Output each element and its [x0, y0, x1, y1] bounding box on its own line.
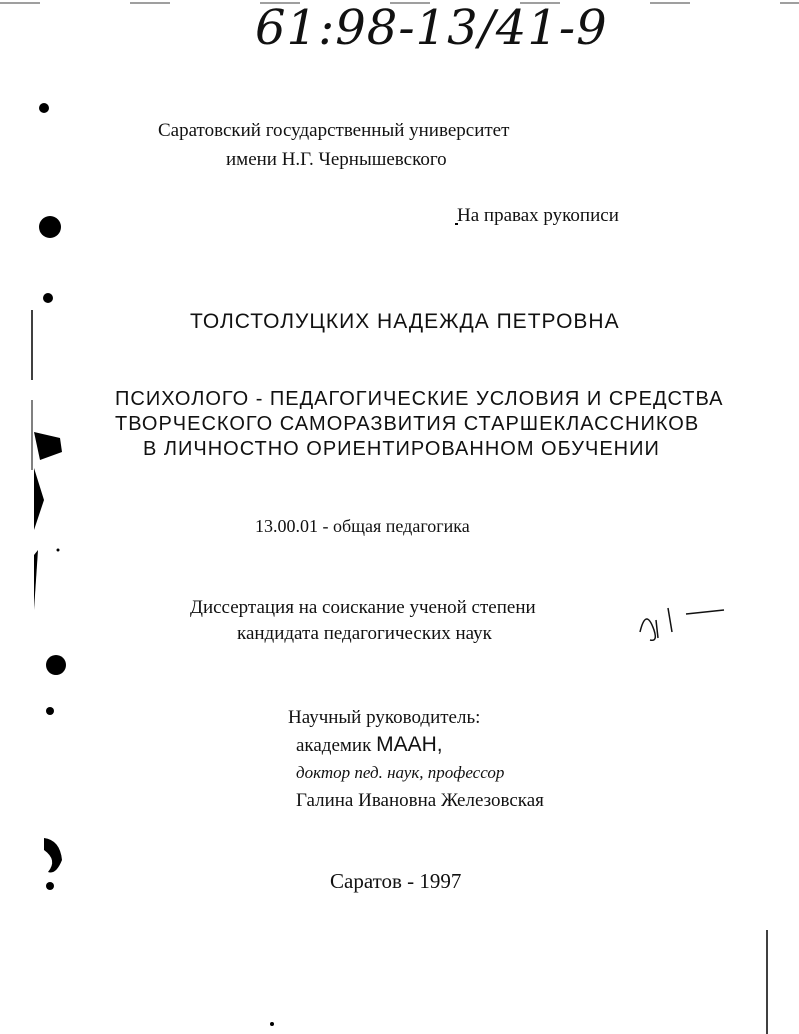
- dissertation-degree-line-1: Диссертация на соискание ученой степени: [190, 597, 536, 618]
- university-name: Саратовский государственный университет: [158, 120, 510, 141]
- binder-edge-mark: [34, 468, 44, 530]
- binder-hole-mark: [43, 293, 53, 303]
- speck-mark: [57, 549, 60, 552]
- binder-hole-mark: [39, 103, 49, 113]
- binder-hole-mark: [39, 216, 61, 238]
- binder-hole-mark: [46, 882, 54, 890]
- title-line-1: ПСИХОЛОГО - ПЕДАГОГИЧЕСКИЕ УСЛОВИЯ И СРЕДСТВА: [115, 388, 724, 410]
- specialty-code: 13.00.01 - общая педагогика: [255, 516, 470, 536]
- title-line-2: ТВОРЧЕСКОГО САМОРАЗВИТИЯ СТАРШЕКЛАССНИКОВ: [115, 413, 700, 435]
- university-named-after: имени Н.Г. Чернышевского: [226, 149, 447, 170]
- manuscript-rights-note: На правах рукописи: [457, 205, 619, 226]
- supervisor-title-org: МААН,: [376, 733, 443, 756]
- speck-mark: [270, 1022, 274, 1026]
- supervisor-label: Научный руководитель:: [288, 707, 481, 728]
- binder-hole-mark: [46, 707, 54, 715]
- author-name: ТОЛСТОЛУЦКИХ НАДЕЖДА ПЕТРОВНА: [190, 310, 620, 333]
- supervisor-degree: доктор пед. наук, профессор: [296, 763, 505, 782]
- binder-hole-mark: [34, 432, 62, 460]
- binder-hole-mark: [46, 655, 66, 675]
- binder-hole-mark: [44, 838, 62, 873]
- supervisor-title-prefix: академик: [296, 735, 372, 756]
- title-line-3: В ЛИЧНОСТНО ОРИЕНТИРОВАННОМ ОБУЧЕНИИ: [143, 438, 660, 460]
- supervisor-name: Галина Ивановна Железовская: [296, 790, 544, 811]
- dissertation-degree-line-2: кандидата педагогических наук: [237, 623, 492, 644]
- binder-edge-mark: [34, 550, 38, 610]
- place-and-year: Саратов - 1997: [330, 869, 462, 893]
- handwritten-reference: 61:98-13/41-9: [255, 0, 608, 56]
